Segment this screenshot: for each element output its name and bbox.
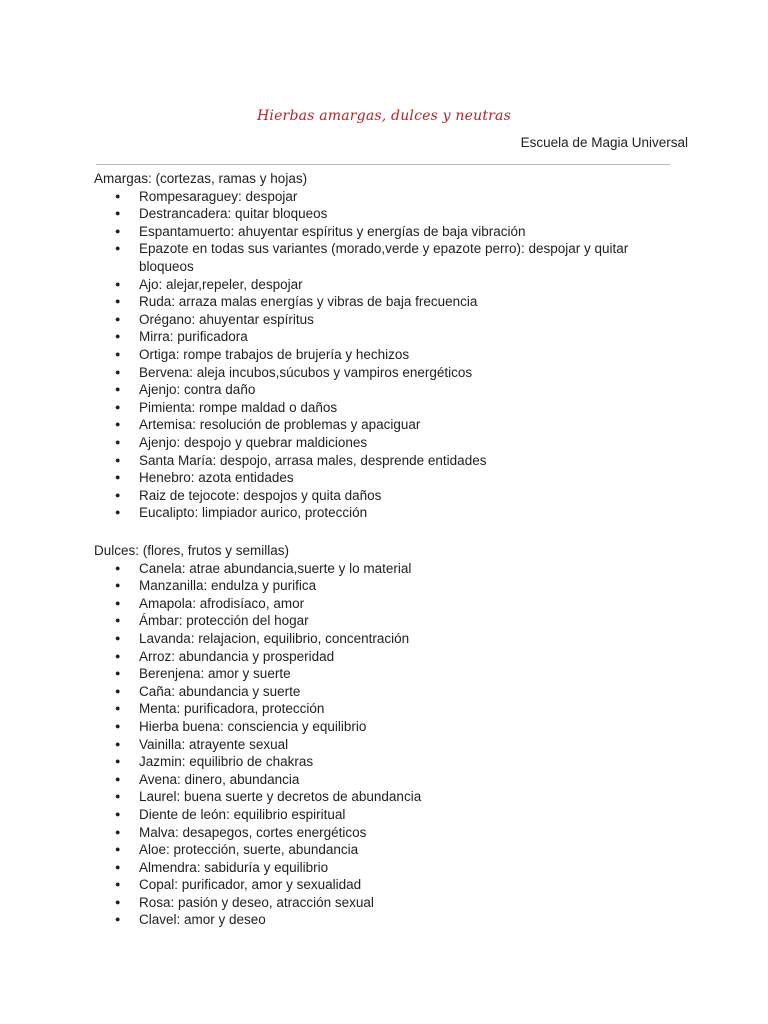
- bullet-icon: ●: [115, 756, 121, 767]
- list-item-text: Orégano: ahuyentar espíritus: [139, 311, 314, 327]
- list-item: [94, 416, 684, 434]
- list-item-text: Rompesaraguey: despojar: [139, 188, 298, 204]
- list-item: [94, 381, 684, 399]
- list-item-text: Pimienta: rompe maldad o daños: [139, 399, 338, 415]
- list-item: [94, 346, 684, 364]
- list-item-text: Clavel: amor y deseo: [139, 912, 266, 928]
- bullet-icon: ●: [115, 243, 121, 254]
- bullet-icon: ●: [115, 313, 121, 324]
- bullet-icon: ●: [115, 401, 121, 412]
- list-item: [94, 504, 684, 522]
- list-item: [94, 771, 684, 789]
- list-item: [94, 665, 684, 683]
- section-heading: Amargas: (cortezas, ramas y hojas): [94, 171, 308, 186]
- bullet-icon: ●: [115, 861, 121, 872]
- bullet-icon: ●: [115, 507, 121, 518]
- list-item-text: Manzanilla: endulza y purifica: [139, 578, 317, 594]
- list-item-text: Ajo: alejar,repeler, despojar: [139, 276, 303, 292]
- list-item: [94, 276, 684, 294]
- list-item-text: Avena: dinero, abundancia: [139, 771, 300, 787]
- bullet-icon: ●: [115, 738, 121, 749]
- bullet-icon: ●: [115, 472, 121, 483]
- list-item-text: Amapola: afrodisíaco, amor: [139, 595, 305, 611]
- bullet-icon: ●: [115, 844, 121, 855]
- list-item: [94, 753, 684, 771]
- bullet-icon: ●: [115, 278, 121, 289]
- list-item-text: Aloe: protección, suerte, abundancia: [139, 842, 359, 858]
- list-item: [94, 434, 684, 452]
- bullet-icon: ●: [115, 384, 121, 395]
- list-item: [94, 328, 684, 346]
- document-title: Hierbas amargas, dulces y neutras: [256, 108, 511, 124]
- list-item-text: Copal: purificador, amor y sexualidad: [139, 877, 362, 893]
- list-item-text: Espantamuerto: ahuyentar espíritus y energías de baja vibración: [139, 223, 526, 239]
- bullet-icon: ●: [115, 879, 121, 890]
- document-subtitle: Escuela de Magia Universal: [520, 135, 688, 150]
- section-heading: Dulces: (flores, frutos y semillas): [94, 543, 290, 558]
- list-item: [94, 841, 684, 859]
- list-item: [94, 736, 684, 754]
- list-item-text: Ámbar: protección del hogar: [139, 613, 309, 629]
- list-item-text: Almendra: sabiduría y equilibrio: [139, 859, 329, 875]
- bullet-icon: ●: [115, 580, 121, 591]
- list-item: [94, 240, 684, 275]
- list-item-text: Arroz: abundancia y prosperidad: [139, 648, 335, 664]
- bullet-icon: ●: [115, 791, 121, 802]
- list-item: [94, 311, 684, 329]
- list-item: [94, 560, 684, 578]
- section-dulces: [94, 542, 684, 929]
- bullet-icon: ●: [115, 489, 121, 500]
- bullet-icon: ●: [115, 208, 121, 219]
- bullet-icon: ●: [115, 419, 121, 430]
- list-item: [94, 293, 684, 311]
- bullet-icon: ●: [115, 685, 121, 696]
- list-item-text: Mirra: purificadora: [139, 329, 248, 345]
- bullet-icon: ●: [115, 348, 121, 359]
- list-item: [94, 648, 684, 666]
- list-item: [94, 876, 684, 894]
- list-item: [94, 894, 684, 912]
- bullet-icon: ●: [115, 808, 121, 819]
- list-item-text: Eucalipto: limpiador aurico, protección: [139, 505, 368, 521]
- list-item-text: Artemisa: resolución de problemas y apaciguar: [139, 417, 421, 433]
- horizontal-divider: [96, 164, 670, 165]
- list-item: [94, 469, 684, 487]
- list-item: [94, 859, 684, 877]
- bullet-icon: ●: [115, 650, 121, 661]
- herb-list-amargas: [94, 188, 684, 522]
- list-item-text: Vainilla: atrayente sexual: [139, 736, 289, 752]
- list-item-text: Ajenjo: despojo y quebrar maldiciones: [139, 434, 368, 450]
- list-item-text: Laurel: buena suerte y decretos de abundancia: [139, 789, 422, 805]
- list-item: [94, 577, 684, 595]
- list-item: [94, 612, 684, 630]
- list-item: [94, 188, 684, 206]
- list-item-text: Epazote en todas sus variantes (morado,verde y epazote perro): despojar y quitar bloqueos: [139, 241, 629, 274]
- bullet-icon: ●: [115, 615, 121, 626]
- list-item-text: Hierba buena: consciencia y equilibrio: [139, 718, 367, 734]
- bullet-icon: ●: [115, 454, 121, 465]
- list-item: [94, 718, 684, 736]
- list-item-text: Rosa: pasión y deseo, atracción sexual: [139, 894, 374, 910]
- list-item: [94, 806, 684, 824]
- list-item-text: Malva: desapegos, cortes energéticos: [139, 824, 367, 840]
- list-item-text: Berenjena: amor y suerte: [139, 666, 291, 682]
- list-item-text: Henebro: azota entidades: [139, 470, 294, 486]
- bullet-icon: ●: [115, 225, 121, 236]
- list-item: [94, 788, 684, 806]
- section-amargas: [94, 170, 684, 522]
- list-item-text: Lavanda: relajacion, equilibrio, concentración: [139, 630, 410, 646]
- list-item-text: Caña: abundancia y suerte: [139, 683, 301, 699]
- bullet-icon: ●: [115, 720, 121, 731]
- list-item-text: Jazmin: equilibrio de chakras: [139, 754, 314, 770]
- bullet-icon: ●: [115, 562, 121, 573]
- list-item-text: Canela: atrae abundancia,suerte y lo material: [139, 560, 412, 576]
- list-item: [94, 595, 684, 613]
- list-item: [94, 683, 684, 701]
- bullet-icon: ●: [115, 190, 121, 201]
- list-item: [94, 700, 684, 718]
- bullet-icon: ●: [115, 826, 121, 837]
- bullet-icon: ●: [115, 366, 121, 377]
- list-item-text: Santa María: despojo, arrasa males, desprende entidades: [139, 452, 487, 468]
- bullet-icon: ●: [115, 331, 121, 342]
- list-item: [94, 399, 684, 417]
- bullet-icon: ●: [115, 436, 121, 447]
- list-item: [94, 364, 684, 382]
- list-item-text: Diente de león: equilibrio espiritual: [139, 806, 346, 822]
- bullet-icon: ●: [115, 896, 121, 907]
- list-item-text: Bervena: aleja incubos,súcubos y vampiros energéticos: [139, 364, 473, 380]
- list-item-text: Ruda: arraza malas energías y vibras de baja frecuencia: [139, 294, 478, 310]
- list-item: [94, 487, 684, 505]
- bullet-icon: ●: [115, 703, 121, 714]
- list-item: [94, 452, 684, 470]
- bullet-icon: ●: [115, 296, 121, 307]
- bullet-icon: ●: [115, 914, 121, 925]
- herb-list-dulces: [94, 560, 684, 929]
- list-item-text: Ajenjo: contra daño: [139, 382, 256, 398]
- list-item: [94, 824, 684, 842]
- bullet-icon: ●: [115, 632, 121, 643]
- list-item-text: Raiz de tejocote: despojos y quita daños: [139, 487, 382, 503]
- list-item-text: Ortiga: rompe trabajos de brujería y hechizos: [139, 346, 410, 362]
- list-item: [94, 911, 684, 929]
- list-item: [94, 205, 684, 223]
- list-item: [94, 223, 684, 241]
- bullet-icon: ●: [115, 773, 121, 784]
- list-item-text: Menta: purificadora, protección: [139, 701, 325, 717]
- list-item-text: Destrancadera: quitar bloqueos: [139, 206, 328, 222]
- list-item: [94, 630, 684, 648]
- bullet-icon: ●: [115, 668, 121, 679]
- bullet-icon: ●: [115, 597, 121, 608]
